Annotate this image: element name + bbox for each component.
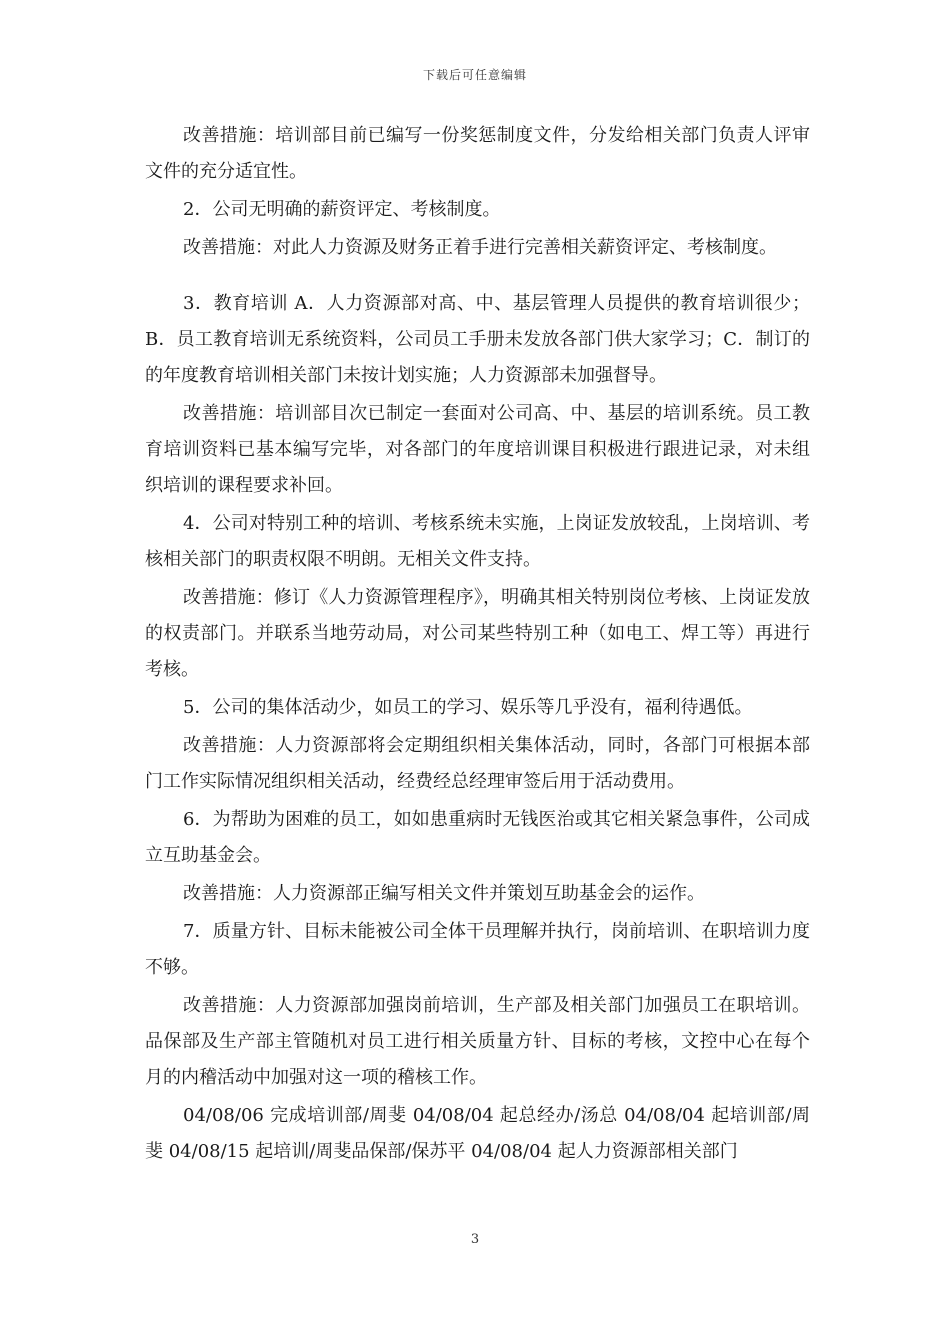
paragraph: 改善措施：培训部目次已制定一套面对公司高、中、基层的培训系统。员工教育培训资料已基本编写完毕，对各部门的年度培训课目积极进行跟进记录，对未组织培训的课程要求补回。 — [145, 403, 810, 496]
page-number: 3 — [470, 1232, 480, 1247]
paragraph: 改善措施：人力资源部正编写相关文件并策划互助基金会的运作。 — [183, 883, 705, 904]
paragraph: 5．公司的集体活动少，如员工的学习、娱乐等几乎没有，福利待遇低。 — [183, 697, 753, 718]
paragraph: 改善措施：人力资源部加强岗前培训，生产部及相关部门加强员工在职培训。品保部及生产部主管随机对员工进行相关质量方针、目标的考核，文控中心在每个月的内稽活动中加强对这一项的稽核工作。 — [145, 995, 810, 1088]
paragraph: 04/08/06 完成培训部/周斐 04/08/04 起总经办/汤总 04/08/04 起培训部/周斐 04/08/15 起培训/周斐品保部/保苏平 04/08/04 起人力资源部相关部门 — [145, 1105, 810, 1162]
paragraph: 6．为帮助为困难的员工，如如患重病时无钱医治或其它相关紧急事件，公司成立互助基金会。 — [145, 809, 810, 866]
paragraph: 3．教育培训 A．人力资源部对高、中、基层管理人员提供的教育培训很少；B．员工教育培训无系统资料，公司员工手册未发放各部门供大家学习；C．制订的的年度教育培训相关部门未按计划实施；人力资源部未加强督导。 — [145, 293, 810, 386]
paragraph: 改善措施：人力资源部将会定期组织相关集体活动，同时，各部门可根据本部门工作实际情况组织相关活动，经费经总经理审签后用于活动费用。 — [145, 735, 810, 792]
paragraph: 7．质量方针、目标未能被公司全体干员理解并执行，岗前培训、在职培训力度不够。 — [145, 921, 810, 978]
paragraph: 2．公司无明确的薪资评定、考核制度。 — [183, 199, 501, 220]
document-body — [145, 118, 810, 1172]
paragraph: 改善措施：对此人力资源及财务正着手进行完善相关薪资评定、考核制度。 — [183, 237, 777, 258]
paragraph: 4．公司对特别工种的培训、考核系统未实施，上岗证发放较乱，上岗培训、考核相关部门的职责权限不明朗。无相关文件支持。 — [145, 513, 810, 570]
paragraph: 改善措施：培训部目前已编写一份奖惩制度文件，分发给相关部门负责人评审文件的充分适宜性。 — [145, 125, 810, 182]
paragraph: 改善措施：修订《人力资源管理程序》，明确其相关特别岗位考核、上岗证发放的权责部门。并联系当地劳动局，对公司某些特别工种（如电工、焊工等）再进行考核。 — [145, 587, 810, 680]
page-header: 下载后可任意编辑 — [422, 68, 527, 82]
